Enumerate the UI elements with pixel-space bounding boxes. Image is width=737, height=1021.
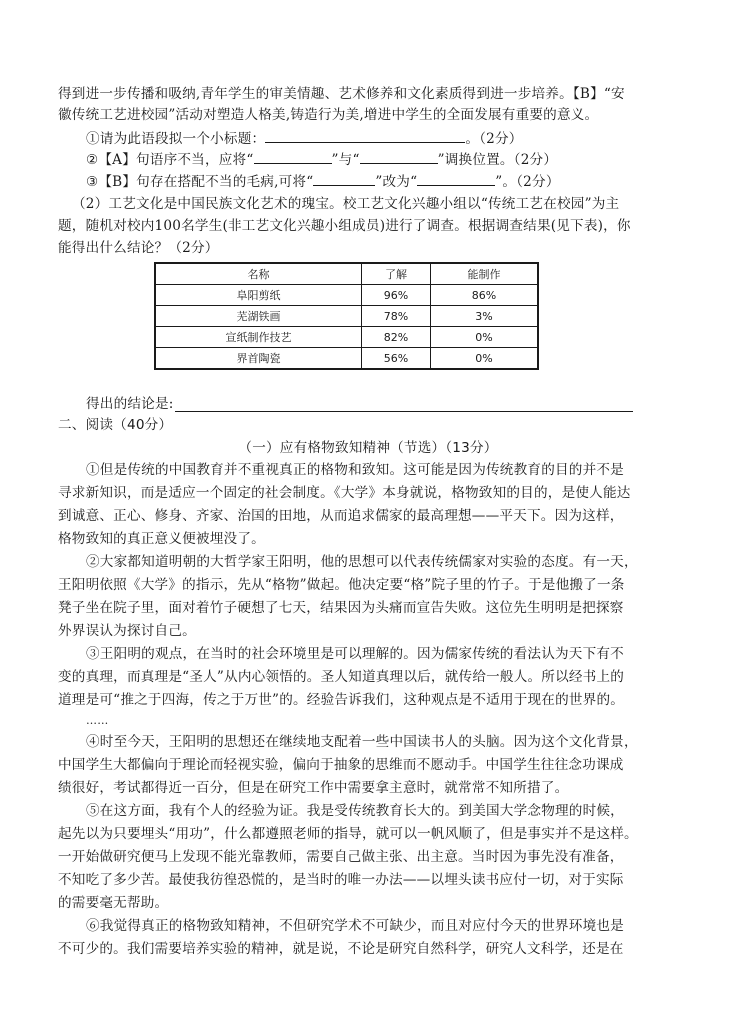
column-header: 名称 bbox=[155, 263, 362, 285]
text-line: 题，随机对校内100名学生(非工艺文化兴趣小组成员)进行了调查。根据调查结果(见下表)，你 bbox=[58, 218, 631, 234]
question-1: ①请为此语段拟一个小标题： 。（2分） bbox=[86, 128, 523, 149]
text-line: ④时至今天，王阳明的思想还在继续地支配着一些中国读书人的头脑。因为这个文化背景， bbox=[86, 734, 638, 750]
question-3: ③【B】句存在搭配不当的毛病,可将“ ”改为“ ”。（2分） bbox=[86, 171, 560, 192]
text-line: 绩很好，考试都得近一百分，但是在研究工作中需要拿主意时，就常常不知所措了。 bbox=[58, 780, 569, 796]
text-line: 道理是可“推之于四海，传之于万世”的。经验告诉我们，这种观点是不适用于现在的世界的。 bbox=[58, 692, 625, 708]
text-line: ①但是传统的中国教育并不重视真正的格物和致知。这可能是因为传统教育的目的并不是 bbox=[86, 462, 624, 478]
text-line: 到诚意、正心、修身、齐家、治国的田地，从而追求儒家的最高理想——平天下。因为这样， bbox=[58, 508, 624, 524]
text-line: （2）工艺文化是中国民族文化艺术的瑰宝。校工艺文化兴趣小组以“传统工艺在校园”为主 bbox=[72, 196, 620, 212]
table-row bbox=[155, 306, 538, 327]
table-cell: 96% bbox=[362, 285, 431, 306]
text-line: 寻求新知识，而是适应一个固定的社会制度。《大学》本身就说，格物致知的目的，是使人能达 bbox=[58, 485, 631, 501]
answer-blank[interactable] bbox=[265, 128, 465, 143]
text-line: 能得出什么结论？（2分） bbox=[58, 240, 219, 256]
table-cell: 86% bbox=[431, 285, 539, 306]
ellipsis: …… bbox=[86, 714, 109, 727]
text-line: ⑥我觉得真正的格物致知精神，不但研究学术不可缺少，而且对应付今天的世界环境也是 bbox=[86, 918, 624, 934]
table-cell: 界首陶瓷 bbox=[155, 348, 362, 370]
text-line: 变的真理，而真理是“圣人”从内心领悟的。圣人知道真理以后，就传给一般人。所以经书上的 bbox=[58, 669, 625, 685]
text-line: 格物致知的真正意义便被埋没了。 bbox=[58, 531, 265, 547]
table-row bbox=[155, 285, 538, 306]
survey-table bbox=[154, 262, 539, 370]
column-header: 了解 bbox=[362, 263, 431, 285]
question-2: ②【A】句语序不当，应将“ ”与“ ”调换位置。（2分） bbox=[86, 149, 557, 170]
answer-blank[interactable] bbox=[417, 171, 495, 186]
text-line: 徽传统工艺进校园”活动对塑造人格美,铸造行为美,增进中学生的全面发展有重要的意义。 bbox=[58, 107, 599, 123]
text-line: 不可少的。我们需要培养实验的精神，就是说，不论是研究自然科学，研究人文科学，还是在 bbox=[58, 941, 624, 957]
table-row bbox=[155, 348, 538, 370]
text-line: ⑤在这方面，我有个人的经验为证。我是受传统教育长大的。到美国大学念物理的时候， bbox=[86, 803, 624, 819]
text-line: 不知吃了多少苦。最使我彷徨恐慌的，是当时的唯一办法——以埋头读书应付一切，对于实际 bbox=[58, 872, 624, 888]
text-line: 起先以为只要埋头“用功”，什么都遵照老师的指导，就可以一帆风顺了，但是事实并不是这样。 bbox=[58, 826, 638, 842]
text-line: 中国学生大都偏向于理论而轻视实验，偏向于抽象的思维而不愿动手。中国学生往往念功课成 bbox=[58, 757, 624, 773]
table-cell: 0% bbox=[431, 348, 539, 370]
answer-blank[interactable] bbox=[313, 171, 375, 186]
table-cell: 宣纸制作技艺 bbox=[155, 327, 362, 348]
text-line: 的需要毫无帮助。 bbox=[58, 895, 169, 911]
conclusion-label: 得出的结论是: bbox=[86, 396, 174, 412]
table-row bbox=[155, 327, 538, 348]
table-cell: 阜阳剪纸 bbox=[155, 285, 362, 306]
table-header-row bbox=[155, 263, 538, 285]
column-header: 能制作 bbox=[431, 263, 539, 285]
table-cell: 0% bbox=[431, 327, 539, 348]
text-line: 得到进一步传播和吸纳,青年学生的审美情趣、艺术修养和文化素质得到进一步培养。【B】“安 bbox=[58, 86, 625, 102]
table-cell: 3% bbox=[431, 306, 539, 327]
text-line: ③王阳明的观点，在当时的社会环境里是可以理解的。因为儒家传统的看法认为天下有不 bbox=[86, 646, 624, 662]
section-title: 二、阅读（40分） bbox=[58, 417, 173, 433]
text-line: 王阳明依照《大学》的指示，先从“格物”做起。他决定要“格”院子里的竹子。于是他搬了一条 bbox=[58, 577, 625, 593]
passage-title: （一）应有格物致知精神（节选）（13分） bbox=[238, 440, 498, 456]
answer-blank[interactable] bbox=[360, 149, 438, 164]
text-line: 凳子坐在院子里，面对着竹子硬想了七天，结果因为头痛而宣告失败。这位先生明明是把探察 bbox=[58, 600, 624, 616]
table-cell: 78% bbox=[362, 306, 431, 327]
answer-blank[interactable] bbox=[254, 149, 332, 164]
conclusion-blank[interactable] bbox=[175, 411, 633, 412]
text-line: 外界误认为探讨自己。 bbox=[58, 623, 196, 639]
table-cell: 56% bbox=[362, 348, 431, 370]
text-line: ②大家都知道明朝的大哲学家王阳明，他的思想可以代表传统儒家对实验的态度。有一天， bbox=[86, 554, 638, 570]
text-line: 一开始做研究便马上发现不能光靠教师，需要自己做主张、出主意。当时因为事先没有准备， bbox=[58, 849, 624, 865]
table-cell: 芜湖铁画 bbox=[155, 306, 362, 327]
table-cell: 82% bbox=[362, 327, 431, 348]
